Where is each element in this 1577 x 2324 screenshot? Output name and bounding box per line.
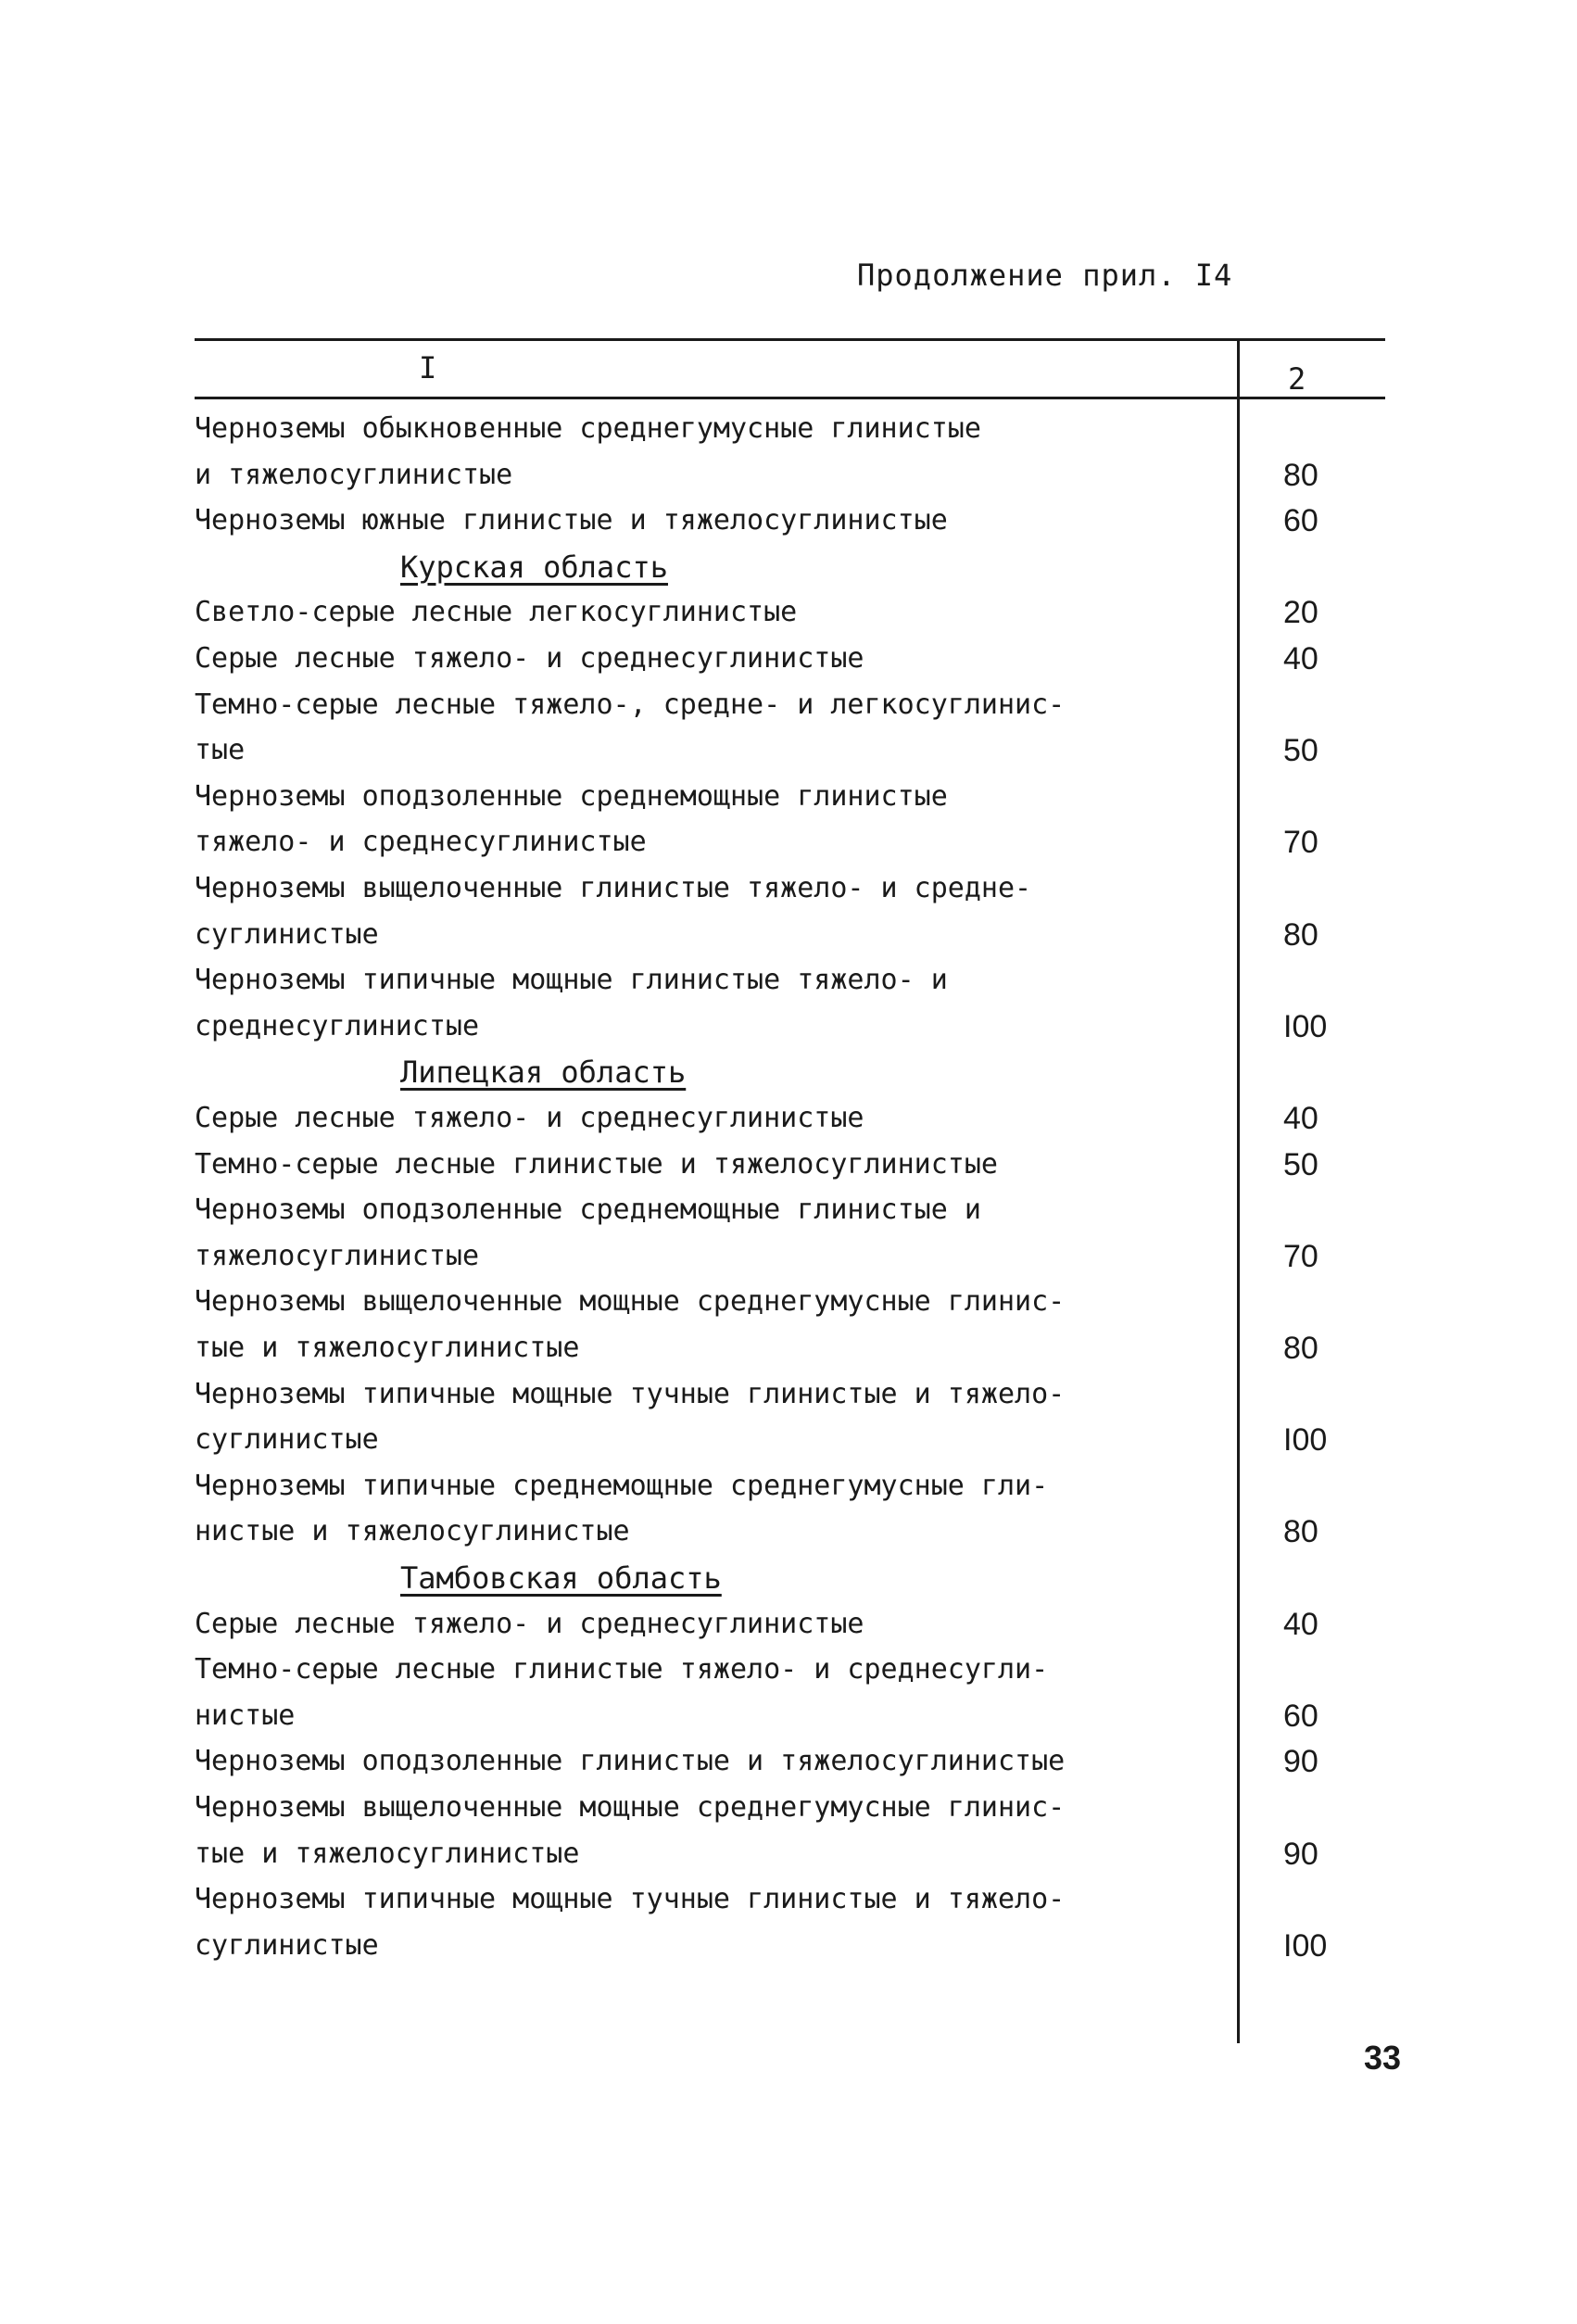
soil-description: Темно-серые лесные глинистые и тяжелосуглинистые bbox=[195, 1147, 998, 1181]
table-row bbox=[195, 1417, 1328, 1463]
value-cell: 90 bbox=[1283, 1744, 1318, 1780]
soil-description: Черноземы выщелоченные мощные среднегумусные глинис- bbox=[195, 1285, 1066, 1319]
region-name: Курская область bbox=[400, 549, 668, 585]
region-name: Тамбовская область bbox=[400, 1560, 722, 1596]
table-row bbox=[195, 865, 1242, 912]
table-top-rule bbox=[195, 338, 1385, 341]
value-cell: 20 bbox=[1283, 595, 1318, 631]
soil-description: Темно-серые лесные глинистые тяжело- и среднесугли- bbox=[195, 1653, 1049, 1686]
table-row bbox=[195, 1831, 1318, 1877]
column-header-2: 2 bbox=[1288, 361, 1306, 397]
soil-description: Серые лесные тяжело- и среднесуглинистые bbox=[195, 642, 864, 675]
soil-description: тые bbox=[195, 734, 246, 767]
table-row bbox=[195, 1463, 1242, 1509]
value-cell: I00 bbox=[1283, 1927, 1328, 1964]
value-cell: 70 bbox=[1283, 825, 1318, 861]
soil-description: Серые лесные тяжело- и среднесуглинистые bbox=[195, 1102, 864, 1134]
table-row bbox=[195, 1876, 1242, 1923]
value-cell: 80 bbox=[1283, 1514, 1318, 1550]
soil-description: суглинистые bbox=[195, 1423, 379, 1457]
soil-description: и тяжелосуглинистые bbox=[195, 458, 513, 491]
caption: Продолжение прил. I4 bbox=[857, 258, 1233, 293]
region-name: Липецкая область bbox=[400, 1055, 687, 1091]
value-cell: 60 bbox=[1283, 1698, 1318, 1734]
table-row bbox=[195, 636, 1318, 682]
soil-description: Черноземы типичные среднемощные среднегумусные гли- bbox=[195, 1469, 1049, 1502]
table-row bbox=[195, 1325, 1318, 1371]
soil-description: Черноземы типичные мощные тучные глинистые и тяжело- bbox=[195, 1377, 1066, 1410]
table-row bbox=[195, 1923, 1328, 1969]
table-row bbox=[195, 727, 1318, 774]
table-row bbox=[195, 1187, 1242, 1233]
table-row bbox=[195, 589, 1318, 636]
soil-description: нистые и тяжелосуглинистые bbox=[195, 1515, 630, 1548]
value-cell: 40 bbox=[1283, 641, 1318, 676]
table-row bbox=[195, 1371, 1242, 1418]
region-heading bbox=[195, 1555, 1242, 1601]
table-row bbox=[195, 1509, 1318, 1555]
value-cell: 80 bbox=[1283, 1331, 1318, 1366]
soil-description: Черноземы оподзоленные среднемощные глинистые bbox=[195, 779, 948, 813]
soil-description: Черноземы типичные мощные глинистые тяжело- и bbox=[195, 964, 948, 997]
table-row bbox=[195, 682, 1242, 728]
table-row bbox=[195, 406, 1242, 452]
soil-description: Черноземы типичные мощные тучные глинистые и тяжело- bbox=[195, 1883, 1066, 1916]
value-cell: 40 bbox=[1283, 1101, 1318, 1136]
soil-description: Серые лесные тяжело- и среднесуглинистые bbox=[195, 1607, 864, 1640]
soil-description: суглинистые bbox=[195, 1928, 379, 1962]
soil-description: тяжелосуглинистые bbox=[195, 1239, 480, 1272]
table-row bbox=[195, 1233, 1318, 1280]
table-row bbox=[195, 957, 1242, 1004]
column-header-1: I bbox=[419, 350, 437, 385]
table-row bbox=[195, 1647, 1242, 1693]
table-row bbox=[195, 1785, 1242, 1831]
value-cell: 70 bbox=[1283, 1238, 1318, 1274]
value-cell: I00 bbox=[1283, 1422, 1328, 1459]
header-bottom-rule bbox=[195, 397, 1385, 399]
region-heading bbox=[195, 544, 1242, 590]
soil-description: Темно-серые лесные тяжело-, средне- и легкосуглинис- bbox=[195, 688, 1066, 721]
soil-description: Светло-серые лесные легкосуглинистые bbox=[195, 596, 798, 629]
value-cell: 80 bbox=[1283, 457, 1318, 493]
table-row bbox=[195, 1142, 1318, 1188]
table-row bbox=[195, 819, 1318, 865]
soil-description: суглинистые bbox=[195, 917, 379, 951]
table-row bbox=[195, 452, 1318, 499]
table-row bbox=[195, 912, 1318, 958]
soil-description: Черноземы оподзоленные глинистые и тяжелосуглинистые bbox=[195, 1745, 1066, 1778]
soil-description: нистые bbox=[195, 1699, 296, 1732]
soil-description: Черноземы выщелоченные мощные среднегумусные глинис- bbox=[195, 1791, 1066, 1824]
soil-description: Черноземы южные глинистые и тяжелосуглинистые bbox=[195, 504, 948, 537]
soil-description: тые и тяжелосуглинистые bbox=[195, 1332, 580, 1364]
table-row bbox=[195, 1004, 1328, 1050]
soil-description: тяжело- и среднесуглинистые bbox=[195, 826, 647, 859]
table-row bbox=[195, 774, 1242, 820]
soil-description: Черноземы обыкновенные среднегумусные глинистые bbox=[195, 412, 981, 445]
soil-description: Черноземы оподзоленные среднемощные глинистые и bbox=[195, 1194, 981, 1227]
soil-description: тые и тяжелосуглинистые bbox=[195, 1837, 580, 1870]
value-cell: 50 bbox=[1283, 1146, 1318, 1182]
table-row bbox=[195, 1601, 1318, 1648]
value-cell: 80 bbox=[1283, 916, 1318, 953]
soil-description: среднесуглинистые bbox=[195, 1009, 480, 1042]
value-cell: I00 bbox=[1283, 1008, 1328, 1044]
value-cell: 90 bbox=[1283, 1836, 1318, 1872]
table-row bbox=[195, 498, 1318, 544]
region-heading bbox=[195, 1049, 1242, 1095]
value-cell: 60 bbox=[1283, 503, 1318, 539]
table-row bbox=[195, 1693, 1318, 1739]
table-row bbox=[195, 1279, 1242, 1325]
soil-description: Черноземы выщелоченные глинистые тяжело- и средне- bbox=[195, 872, 1032, 904]
page-number: 33 bbox=[1364, 2039, 1402, 2077]
value-cell: 50 bbox=[1283, 733, 1318, 769]
value-cell: 40 bbox=[1283, 1606, 1318, 1642]
table-row bbox=[195, 1738, 1318, 1785]
table-row bbox=[195, 1095, 1318, 1142]
